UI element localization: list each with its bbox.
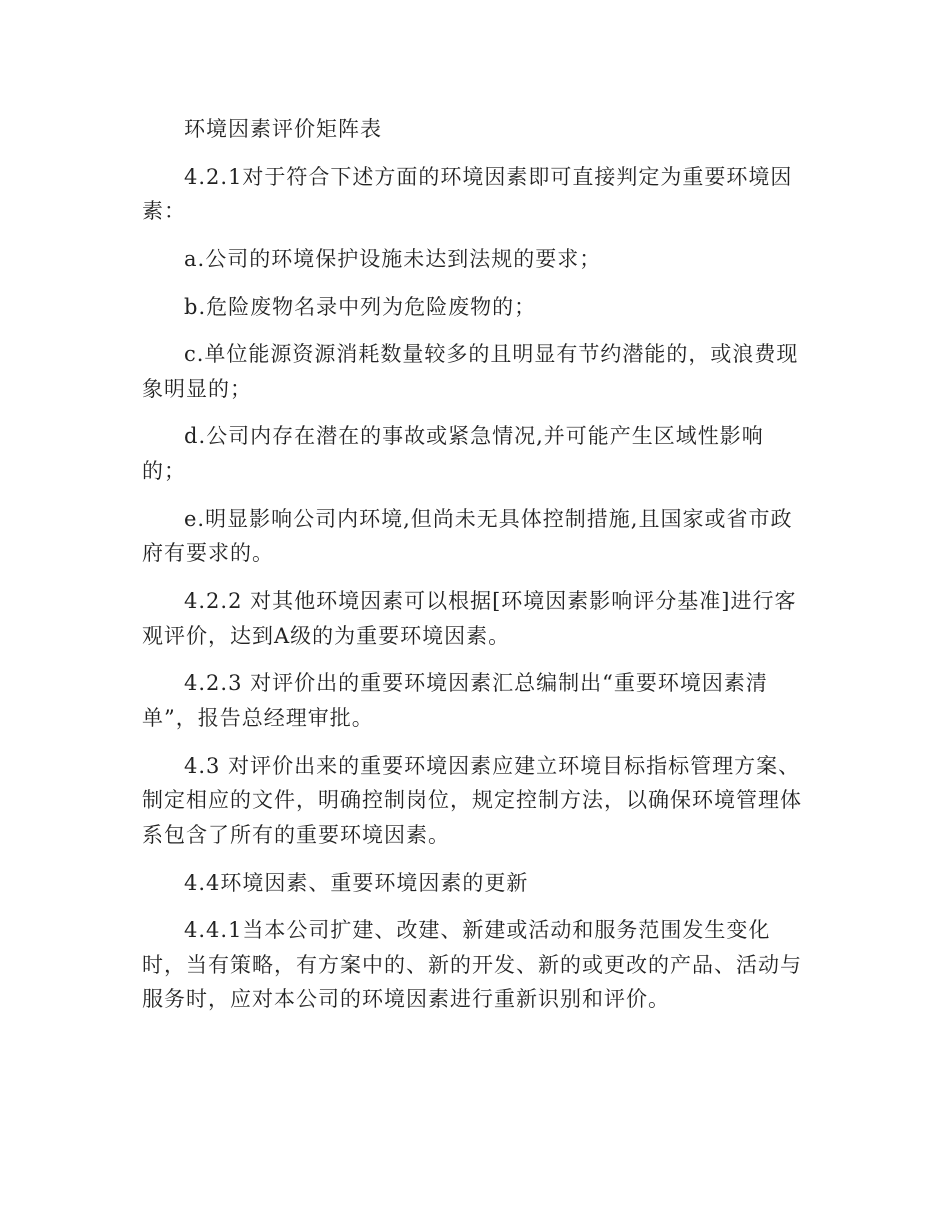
section-heading-4-4: 4.4环境因素、重要环境因素的更新 <box>184 870 529 895</box>
paragraph-4-3: 4.3 对评价出来的重要环境因素应建立环境目标指标管理方案、制定相应的文件，明确控制岗位，规定控制方法，以确保环境管理体系包含了所有的重要环境因素。 <box>142 753 802 847</box>
document-body <box>142 112 802 1030</box>
list-item-a: a.公司的环境保护设施未达到法规的要求； <box>184 246 602 271</box>
paragraph-4-2-3: 4.2.3 对评价出的重要环境因素汇总编制出“重要环境因素清单”，报告总经理审批。 <box>142 671 768 730</box>
list-item-c: c.单位能源资源消耗数量较多的且明显有节约潜能的，或浪费现象明显的； <box>142 342 799 401</box>
list-item-e: e.明显影响公司内环境,但尚未无具体控制措施,且国家或省市政府有要求的。 <box>142 506 793 566</box>
paragraph-4-2-1: 4.2.1对于符合下述方面的环境因素即可直接判定为重要环境因素： <box>142 164 793 224</box>
paragraph-4-2-2: 4.2.2 对其他环境因素可以根据[环境因素影响评分基准]进行客观评价，达到A级的为重要环境因素。 <box>142 589 797 648</box>
list-item-b: b.危险废物名录中列为危险废物的； <box>184 294 537 319</box>
paragraph-4-4-1: 4.4.1当本公司扩建、改建、新建或活动和服务范围发生变化时，当有策略，有方案中的、新的开发、新的或更改的产品、活动与服务时，应对本公司的环境因素进行重新识别和评价。 <box>142 918 802 1012</box>
list-item-d: d.公司内存在潜在的事故或紧急情况,并可能产生区域性影响的； <box>142 424 764 484</box>
section-title: 环境因素评价矩阵表 <box>184 117 382 141</box>
